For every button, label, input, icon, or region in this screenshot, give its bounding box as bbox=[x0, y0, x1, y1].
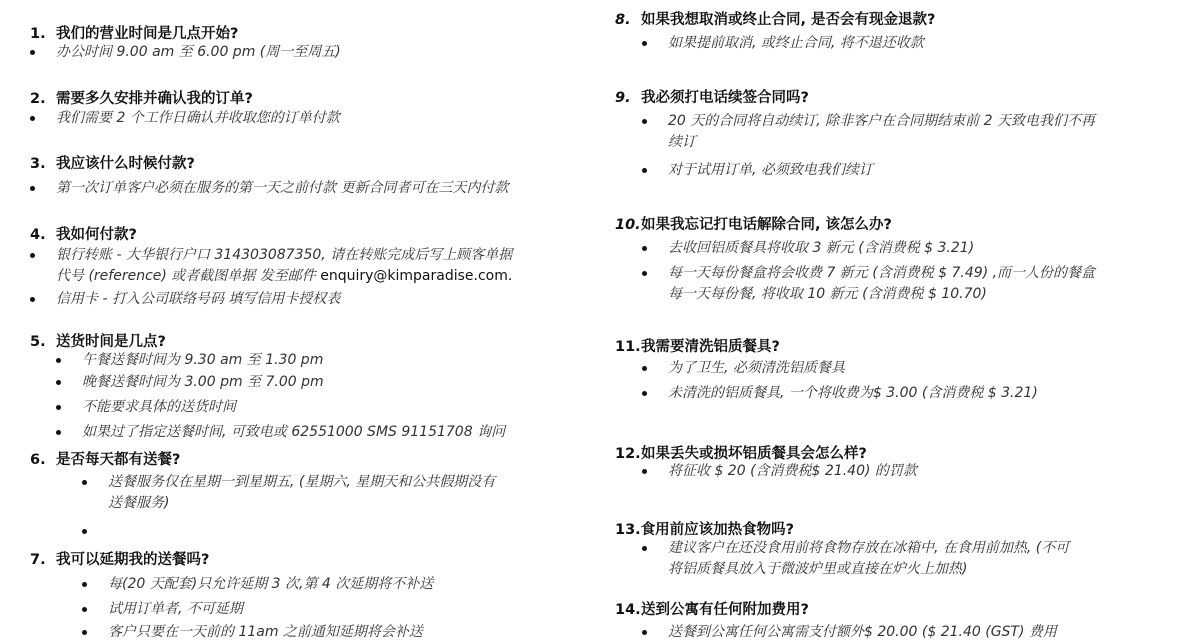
question-14: 14.送到公寓有任何附加费用? bbox=[615, 602, 809, 618]
answer-3-1: 第一次订单客户必须在服务的第一天之前付款 更新合同者可在三天内付款 bbox=[56, 178, 508, 199]
question-9: 9. 我必须打电话续签合同吗? bbox=[615, 90, 809, 106]
answer-7-1: 每(20 天配套)只允许延期 3 次,第 4 次延期将不补送 bbox=[108, 574, 433, 595]
question-4: 4. 我如何付款? bbox=[30, 227, 137, 243]
answer-8-1: 如果提前取消, 或终止合同, 将不退还收款 bbox=[668, 33, 924, 54]
answer-4-1: 银行转账 - 大华银行户口 314303087350, 请在转账完成后写上顾客单据 代号 (reference) 或者截图单据 发至邮件 enquiry@kimparadise.com. bbox=[56, 245, 586, 287]
bullet-icon bbox=[30, 253, 35, 258]
bullet-icon bbox=[82, 480, 87, 485]
answer-2-1: 我们需要 2 个工作日确认并收取您的订单付款 bbox=[56, 108, 340, 129]
bullet-icon bbox=[642, 366, 647, 371]
question-12: 12.如果丢失或损坏铝质餐具会怎么样? bbox=[615, 446, 867, 462]
question-5: 5. 送货时间是几点? bbox=[30, 334, 166, 350]
answer-5-3: 不能要求具体的送货时间 bbox=[82, 397, 236, 418]
bullet-icon bbox=[56, 430, 61, 435]
answer-5-1: 午餐送餐时间为 9.30 am 至 1.30 pm bbox=[82, 350, 323, 371]
question-1: 1. 我们的营业时间是几点开始? bbox=[30, 26, 239, 42]
answer-7-2: 试用订单者, 不可延期 bbox=[108, 599, 243, 620]
question-10: 10.如果我忘记打电话解除合同, 该怎么办? bbox=[615, 217, 892, 233]
bullet-icon bbox=[30, 50, 35, 55]
answer-1-1: 办公时间 9.00 am 至 6.00 pm (周一至周五) bbox=[56, 42, 341, 63]
question-2: 2. 需要多久安排并确认我的订单? bbox=[30, 91, 253, 107]
bullet-icon bbox=[642, 271, 647, 276]
answer-14-1: 送餐到公寓任何公寓需支付额外$ 20.00 ($ 21.40 (GST) 费用 bbox=[668, 622, 1057, 643]
email-link[interactable]: enquiry@kimparadise.com. bbox=[320, 268, 513, 284]
answer-4-2: 信用卡 - 打入公司联络号码 填写信用卡授权表 bbox=[56, 289, 340, 310]
answer-11-2: 未清洗的铝质餐具, 一个将收费为$ 3.00 (含消费税 $ 3.21) bbox=[668, 383, 1038, 404]
answer-7-3: 客户只要在一天前的 11am 之前通知延期将会补送 bbox=[108, 622, 423, 643]
bullet-icon bbox=[642, 546, 647, 551]
bullet-icon bbox=[30, 116, 35, 121]
bullet-icon bbox=[56, 405, 61, 410]
bullet-icon bbox=[642, 41, 647, 46]
bullet-icon bbox=[642, 391, 647, 396]
answer-5-4: 如果过了指定送餐时间, 可致电或 62551000 SMS 91151708 询问 bbox=[82, 422, 505, 443]
bullet-icon bbox=[642, 119, 647, 124]
bullet-icon bbox=[82, 529, 87, 534]
question-3: 3. 我应该什么时候付款? bbox=[30, 156, 195, 172]
question-8: 8. 如果我想取消或终止合同, 是否会有现金退款? bbox=[615, 12, 936, 28]
question-13: 13.食用前应该加热食物吗? bbox=[615, 522, 795, 538]
bullet-icon bbox=[56, 380, 61, 385]
answer-9-2: 对于试用订单, 必须致电我们续订 bbox=[668, 160, 873, 181]
bullet-icon bbox=[82, 630, 87, 635]
answer-10-1: 去收回铝质餐具将收取 3 新元 (含消费税 $ 3.21) bbox=[668, 238, 974, 259]
answer-11-1: 为了卫生, 必须清洗铝质餐具 bbox=[668, 358, 845, 379]
question-11: 11.我需要清洗铝质餐具? bbox=[615, 339, 780, 355]
answer-5-2: 晚餐送餐时间为 3.00 pm 至 7.00 pm bbox=[82, 372, 324, 393]
bullet-icon bbox=[56, 358, 61, 363]
answer-13-1: 建议客户在还没食用前将食物存放在冰箱中, 在食用前加热, (不可 将铝质餐具放入于微波炉里或直接在炉火上加热) bbox=[668, 538, 1178, 580]
bullet-icon bbox=[642, 469, 647, 474]
answer-6-1: 送餐服务仅在星期一到星期五, (星期六, 星期天和公共假期没有 送餐服务) bbox=[108, 472, 588, 514]
bullet-icon bbox=[30, 297, 35, 302]
question-7: 7. 我可以延期我的送餐吗? bbox=[30, 552, 210, 568]
bullet-icon bbox=[642, 246, 647, 251]
answer-12-1: 将征收 $ 20 (含消费税$ 21.40) 的罚款 bbox=[668, 461, 917, 482]
bullet-icon bbox=[30, 186, 35, 191]
bullet-icon bbox=[82, 607, 87, 612]
bullet-icon bbox=[82, 582, 87, 587]
question-6: 6. 是否每天都有送餐? bbox=[30, 452, 181, 468]
answer-10-2: 每一天每份餐盒将会收费 7 新元 (含消费税 $ 7.49) ,而一人份的餐盒 每一天每份餐, 将收取 10 新元 (含消费税 $ 10.70) bbox=[668, 263, 1178, 305]
answer-9-1: 20 天的合同将自动续订, 除非客户在合同期结束前 2 天致电我们不再 续订 bbox=[668, 111, 1168, 153]
bullet-icon bbox=[642, 630, 647, 635]
bullet-icon bbox=[642, 168, 647, 173]
